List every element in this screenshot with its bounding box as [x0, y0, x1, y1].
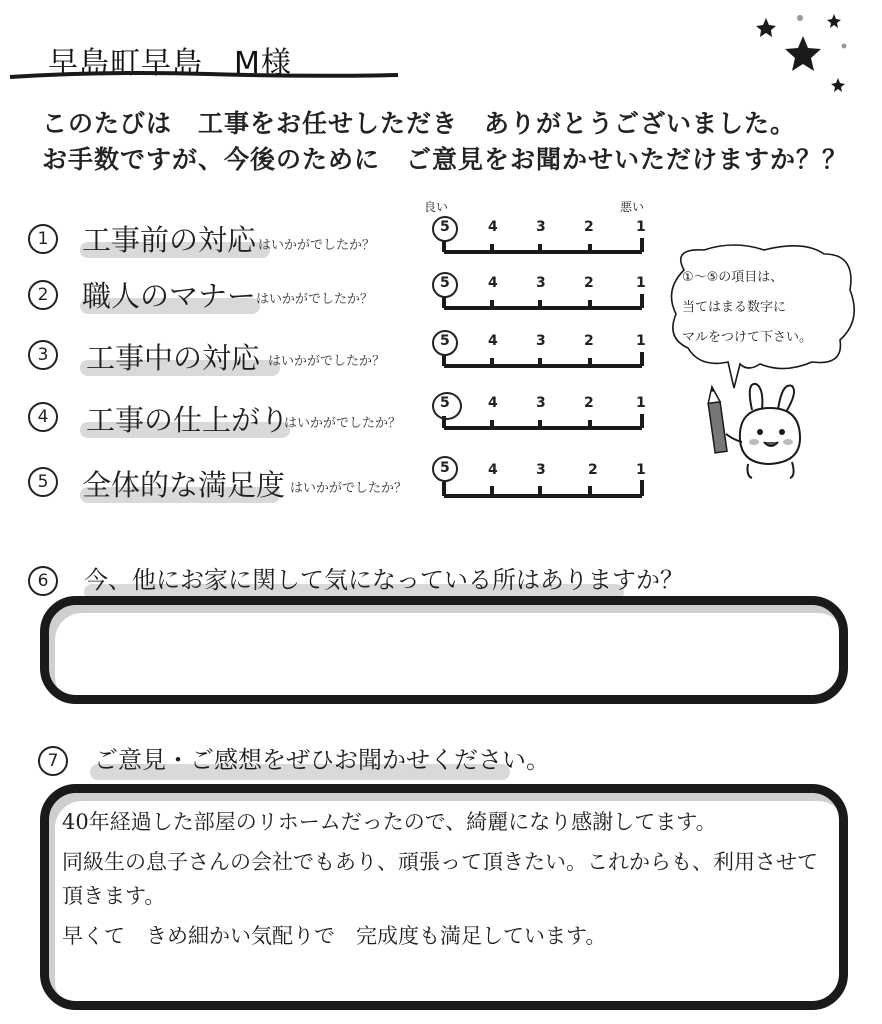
scale-number-1[interactable]: 1 [636, 462, 646, 478]
answer-line-2: 同級生の息子さんの会社でもあり、頑張って頂きたい。これからも、利用させて [62, 850, 818, 874]
scale-good-label: 良い [424, 200, 449, 214]
rating-question-3 [24, 338, 424, 378]
speech-bubble [664, 240, 860, 390]
scale-bad-label: 悪い [620, 200, 645, 214]
question-suffix: はいかがでしたか？ [256, 292, 374, 307]
question-label: 工事中の対応 [86, 341, 261, 375]
answer-line-1: 40年経過した部屋のリホームだったので、綺麗になり感謝してます。 [62, 810, 717, 834]
scale-number-4[interactable]: 4 [488, 219, 498, 235]
rating-question-1 [24, 222, 424, 262]
scale-number-2[interactable]: 2 [584, 395, 594, 411]
scale-number-1[interactable]: 1 [636, 275, 646, 291]
scale-number-3[interactable]: 3 [536, 275, 546, 291]
scale-number-1[interactable]: 1 [636, 333, 646, 349]
rating-scale-1[interactable] [430, 216, 650, 262]
rating-question-5 [24, 465, 424, 505]
scale-number-2[interactable]: 2 [584, 219, 594, 235]
bubble-line-1: ①～⑤の項目は、 [682, 270, 784, 285]
scale-number-5[interactable]: 5 [440, 395, 450, 411]
question-label: 職人のマナー [82, 279, 257, 313]
answer-line-4: 早くて きめ細かい気配りで 完成度も満足しています。 [62, 924, 607, 948]
question-number: 5 [28, 467, 58, 497]
question-suffix: はいかがでしたか？ [258, 238, 376, 253]
rating-question-2 [24, 278, 424, 318]
question-suffix: はいかがでしたか？ [290, 481, 408, 496]
question-7-label: ご意見・ご感想をぜひお聞かせください。 [94, 746, 550, 774]
rating-scale-2[interactable] [430, 272, 650, 318]
question-number: 7 [38, 746, 68, 776]
rating-scale-3[interactable] [430, 330, 650, 376]
scale-number-4[interactable]: 4 [488, 395, 498, 411]
question-suffix: はいかがでしたか？ [268, 354, 386, 369]
question-label: 工事の仕上がり [86, 403, 290, 437]
page-title: 早島町早島 M様 [48, 46, 292, 81]
rating-scale-5[interactable] [430, 456, 650, 506]
question-number: 3 [28, 340, 58, 370]
bubble-line-2: 当てはまる数字に [682, 300, 787, 315]
scale-number-3[interactable]: 3 [536, 462, 546, 478]
rabbit-mascot-icon [700, 380, 820, 480]
intro-line-2: お手数ですが、今後のために ご意見をお聞かせいただけますか？？ [42, 145, 849, 174]
scale-number-5[interactable]: 5 [440, 460, 450, 476]
answer-line-3: 頂きます。 [62, 884, 166, 908]
scale-number-2[interactable]: 2 [584, 333, 594, 349]
scale-number-1[interactable]: 1 [636, 219, 646, 235]
title-underline [8, 70, 400, 80]
star-decoration-icon [748, 8, 858, 98]
scale-number-5[interactable]: 5 [440, 275, 450, 291]
question-6-answer-box[interactable] [40, 596, 848, 704]
scale-number-3[interactable]: 3 [536, 333, 546, 349]
scale-number-1[interactable]: 1 [636, 395, 646, 411]
scale-number-3[interactable]: 3 [536, 219, 546, 235]
question-number: 1 [28, 224, 58, 254]
question-label: 工事前の対応 [82, 223, 257, 257]
question-number: 4 [28, 402, 58, 432]
rating-question-4 [24, 400, 424, 440]
question-6-label: 今、他にお家に関して気になっている所はありますか？ [84, 566, 684, 594]
scale-number-4[interactable]: 4 [488, 462, 498, 478]
question-suffix: はいかがでしたか？ [284, 416, 402, 431]
scale-number-2[interactable]: 2 [584, 275, 594, 291]
bubble-line-3: マルをつけて下さい。 [682, 330, 813, 345]
question-number: 6 [28, 566, 58, 596]
rating-scale-4[interactable] [430, 392, 650, 438]
scale-number-3[interactable]: 3 [536, 395, 546, 411]
scale-number-4[interactable]: 4 [488, 275, 498, 291]
scale-number-2[interactable]: 2 [588, 462, 598, 478]
scale-number-5[interactable]: 5 [440, 219, 450, 235]
scale-number-4[interactable]: 4 [488, 333, 498, 349]
scale-number-5[interactable]: 5 [440, 333, 450, 349]
question-label: 全体的な満足度 [82, 468, 286, 502]
question-number: 2 [28, 280, 58, 310]
intro-line-1: このたびは 工事をお任せしただき ありがとうございました。 [42, 109, 797, 138]
